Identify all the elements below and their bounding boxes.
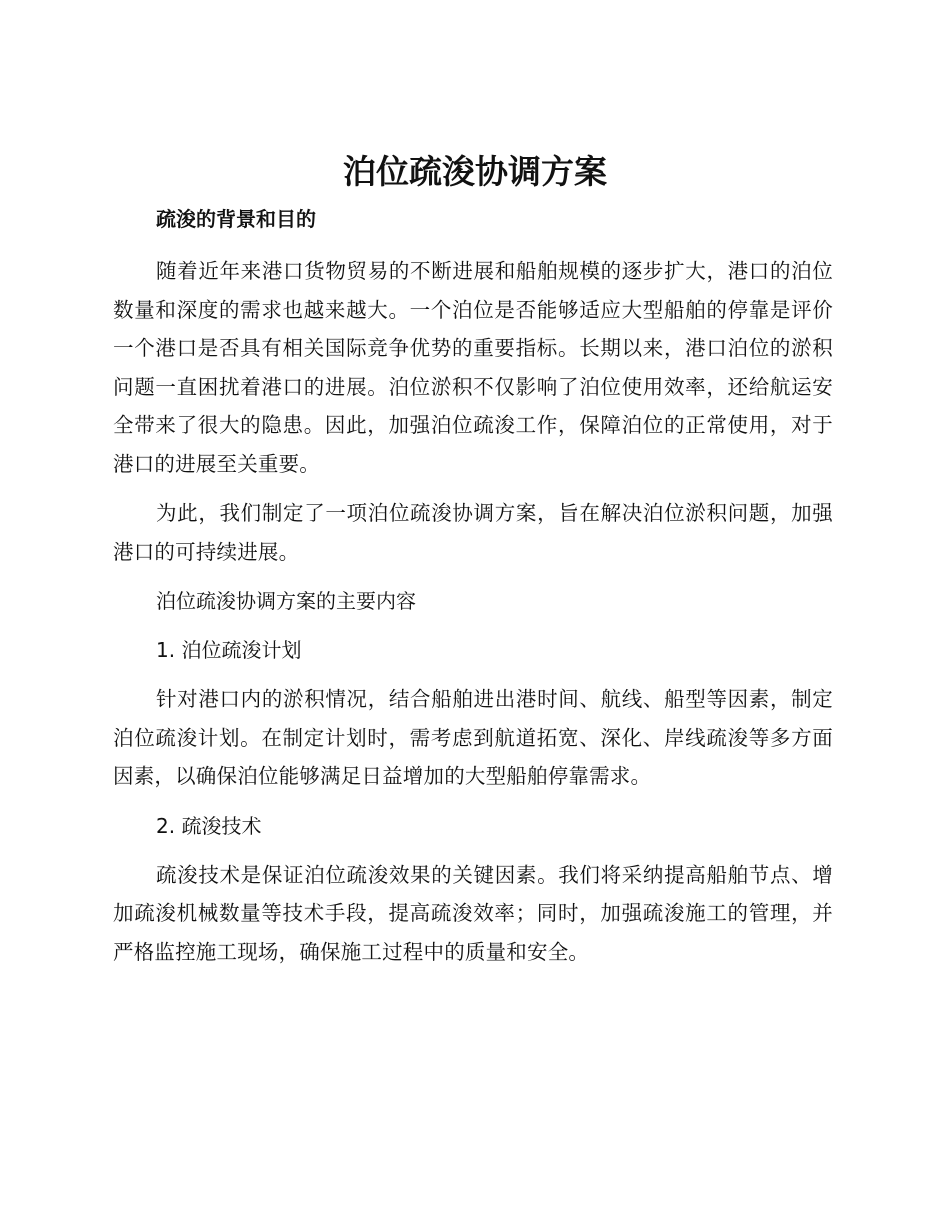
section-heading-background: 疏浚的背景和目的 [156, 207, 316, 231]
section-heading-main-content: 泊位疏浚协调方案的主要内容 [156, 589, 416, 613]
spacer [113, 845, 833, 856]
document-body [113, 200, 833, 971]
subsection-heading-technology: 2. 疏浚技术 [156, 813, 262, 838]
paragraph-plan: 针对港口内的淤积情况，结合船舶进出港时间、航线、船型等因素，制定泊位疏浚计划。在制定计划时，需考虑到航道拓宽、深化、岸线疏浚等多方面因素，以确保泊位能够满足日益增加的大型船舶停靠需求。 [113, 687, 833, 788]
spacer [113, 571, 833, 582]
spacer [113, 669, 833, 680]
document-title: 泊位疏浚协调方案 [343, 152, 607, 191]
paragraph-technology: 疏浚技术是保证泊位疏浚效果的关键因素。我们将采纳提高船舶节点、增加疏浚机械数量等技术手段，提高疏浚效率；同时，加强疏浚施工的管理，并严格监控施工现场，确保施工过程中的质量和安全。 [113, 862, 833, 964]
spacer [113, 796, 833, 807]
spacer [113, 483, 833, 494]
spacer [113, 620, 833, 631]
paragraph-background-1: 随着近年来港口货物贸易的不断进展和船舶规模的逐步扩大，港口的泊位数量和深度的需求也越来越大。一个泊位是否能够适应大型船舶的停靠是评价一个港口是否具有相关国际竞争优势的重要指标。长期以来，港口泊位的淤积问题一直困扰着港口的进展。泊位淤积不仅影响了泊位使用效率，还给航运安全带来了很大的隐患。因此，加强泊位疏浚工作，保障泊位的正常使用，对于港口的进展至关重要。 [113, 259, 833, 476]
subsection-heading-plan: 1. 泊位疏浚计划 [156, 638, 302, 662]
paragraph-background-2: 为此，我们制定了一项泊位疏浚协调方案，旨在解决泊位淤积问题，加强港口的可持续进展。 [113, 501, 833, 564]
spacer [113, 238, 833, 252]
